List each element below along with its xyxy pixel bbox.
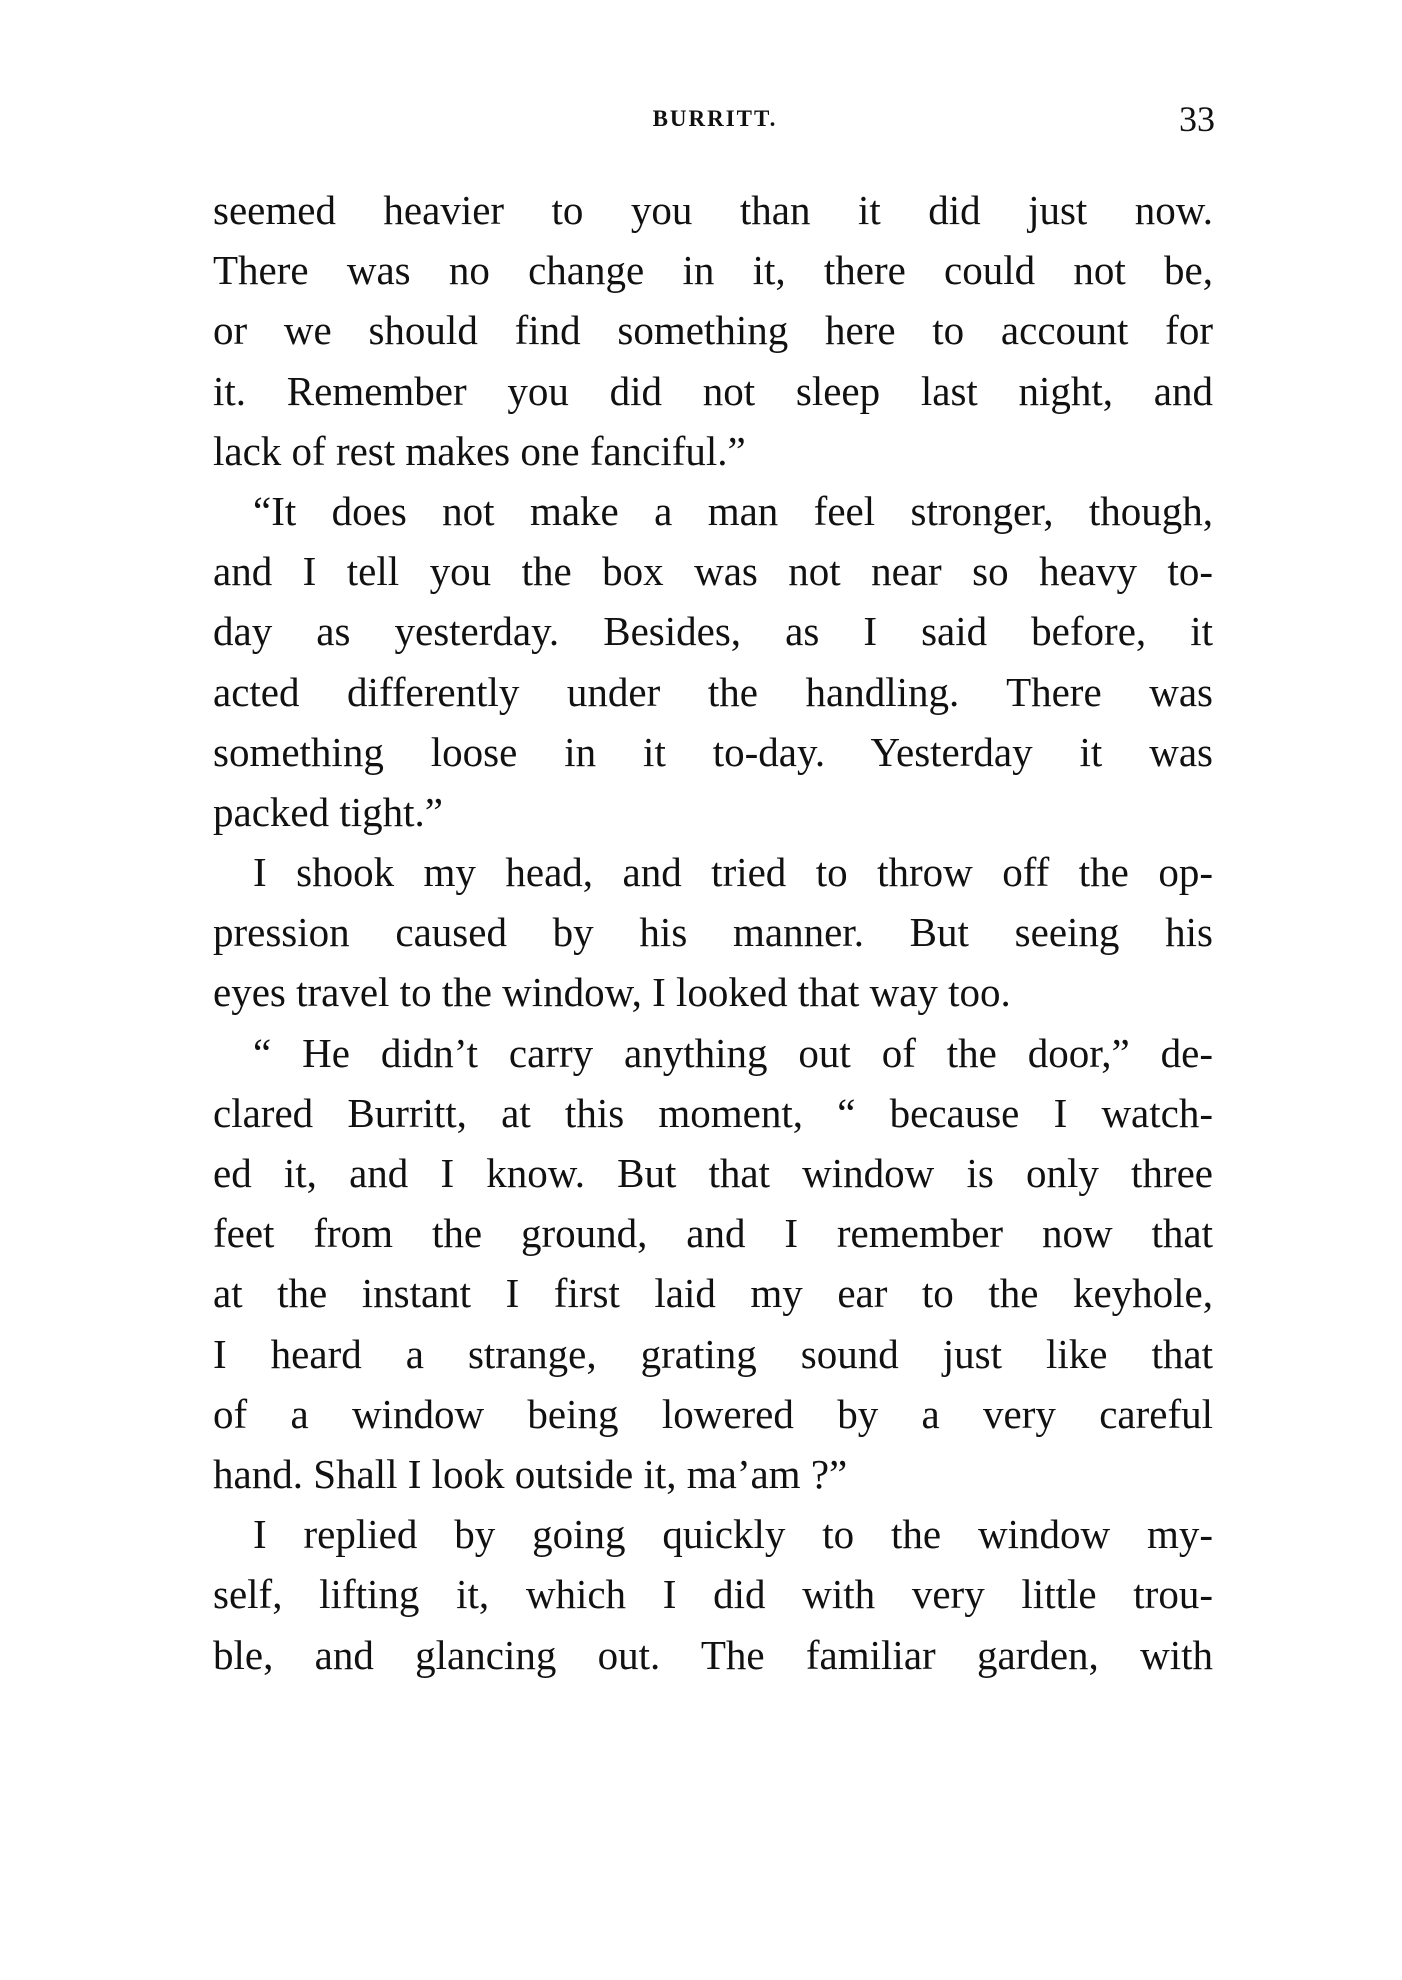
text-line: lack of rest makes one fanciful.” [213,427,746,474]
text-line: I replied by going quickly to the window my- [253,1511,1213,1558]
text-line: it. Remember you did not sleep last night, and [213,367,1213,414]
text-line: pression caused by his manner. But seeing his [213,909,1213,956]
text-line: ed it, and I know. But that window is only three [213,1150,1213,1196]
text-line: acted differently under the handling. There was [213,668,1213,715]
text-line: packed tight.” [213,788,443,835]
text-line: hand. Shall I look outside it, ma’am ?” [213,1450,848,1497]
text-line: clared Burritt, at this moment, “ because I watch- [213,1089,1213,1136]
text-line: There was no change in it, there could not be, [213,247,1213,294]
text-line: self, lifting it, which I did with very little trou- [213,1571,1213,1618]
text-line: I shook my head, and tried to throw off the op- [253,849,1213,896]
text-line: seemed heavier to you than it did just now. [213,187,1213,233]
text-line: “It does not make a man feel stronger, though, [253,487,1213,534]
body-text [213,180,1213,1685]
text-line: something loose in it to-day. Yesterday it was [213,728,1213,775]
text-line: at the instant I first laid my ear to the keyhole, [213,1270,1213,1317]
text-line: ble, and glancing out. The familiar garden, with [213,1631,1213,1678]
text-line: of a window being lowered by a very careful [213,1390,1213,1437]
text-line: day as yesterday. Besides, as I said before, it [213,608,1213,655]
text-line: eyes travel to the window, I looked that way too. [213,969,1011,1016]
running-head [215,98,1215,154]
text-line: or we should find something here to account for [213,307,1213,354]
text-line: “ He didn’t carry anything out of the door,” de- [253,1029,1213,1076]
text-line: feet from the ground, and I remember now that [213,1210,1213,1257]
text-line: I heard a strange, grating sound just like that [213,1330,1213,1377]
text-line: and I tell you the box was not near so heavy to- [213,548,1213,595]
running-title: BURRITT. [652,106,778,131]
page-number: 33 [1179,99,1215,139]
